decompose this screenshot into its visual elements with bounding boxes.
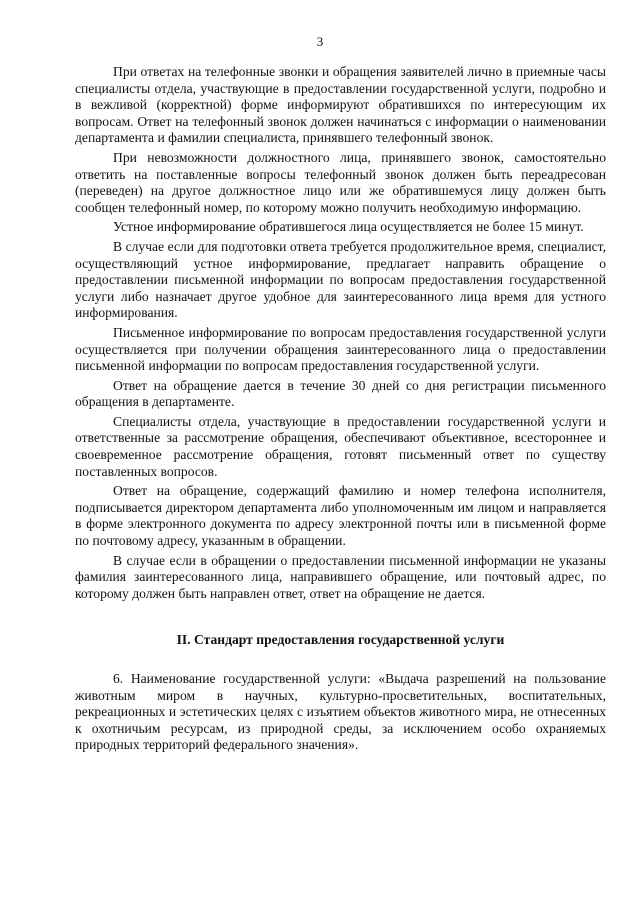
- page-number: 3: [316, 34, 324, 49]
- paragraph: При ответах на телефонные звонки и обращения заявителей лично в приемные часы специалисты отдела, участвующие в предоставлении государственной услуги, подробно и в вежливой (корректной) форме информируют обратившихся по интересующим их вопросам. Ответ на телефонный звонок должен начинаться с информации о наименовании департамента и фамилии специалиста, принявшего телефонный звонок.: [75, 64, 606, 146]
- paragraph: При невозможности должностного лица, принявшего звонок, самостоятельно ответить на поставленные вопросы телефонный звонок должен быть переадресован (переведен) на другое должностное лицо или же обратившемуся лицу должен быть сообщен телефонный номер, по которому можно получить необходимую информацию.: [75, 149, 606, 215]
- paragraph: Письменное информирование по вопросам предоставления государственной услуги осуществляется при получении обращения заинтересованного лица о предоставлении письменной информации по вопросам предоставления государственной услуги.: [75, 324, 606, 374]
- paragraph: Устное информирование обратившегося лица осуществляется не более 15 минут.: [113, 219, 584, 235]
- paragraph: Ответ на обращение, содержащий фамилию и номер телефона исполнителя, подписывается директором департамента либо уполномоченным им лицом и направляется в форме электронного документа по адресу электронной почты или в письменной форме по почтовому адресу, указанным в обращении.: [75, 483, 606, 549]
- paragraph: Ответ на обращение дается в течение 30 дней со дня регистрации письменного обращения в департаменте.: [75, 377, 606, 410]
- document-body: [75, 64, 606, 754]
- paragraph: В случае если для подготовки ответа требуется продолжительное время, специалист, осуществляющий устное информирование, предлагает направить обращение о предоставлении письменной информации по вопросам предоставления государственной услуги либо назначает другое удобное для заинтересованного лица время для устного информирования.: [75, 238, 606, 321]
- paragraph: В случае если в обращении о предоставлении письменной информации не указаны фамилия заинтересованного лица, направившего обращение, или почтовый адрес, по которому должен быть направлен ответ, ответ на обращение не дается.: [75, 552, 606, 601]
- paragraph: Специалисты отдела, участвующие в предоставлении государственной услуги и ответственные за рассмотрение обращения, обеспечивают объективное, всестороннее и своевременное рассмотрение обращения, готовят письменный ответ по существу поставленных вопросов.: [75, 413, 606, 479]
- paragraph: 6. Наименование государственной услуги: «Выдача разрешений на пользование животным миром в научных, культурно-просветительных, воспитательных, рекреационных и эстетических целях с изъятием объектов животного мира, не отнесенных к охотничьим ресурсам, из природной среды, за исключением особо охраняемых природных территорий федерального значения».: [75, 671, 606, 753]
- section-heading: II. Стандарт предоставления государственной услуги: [176, 632, 505, 648]
